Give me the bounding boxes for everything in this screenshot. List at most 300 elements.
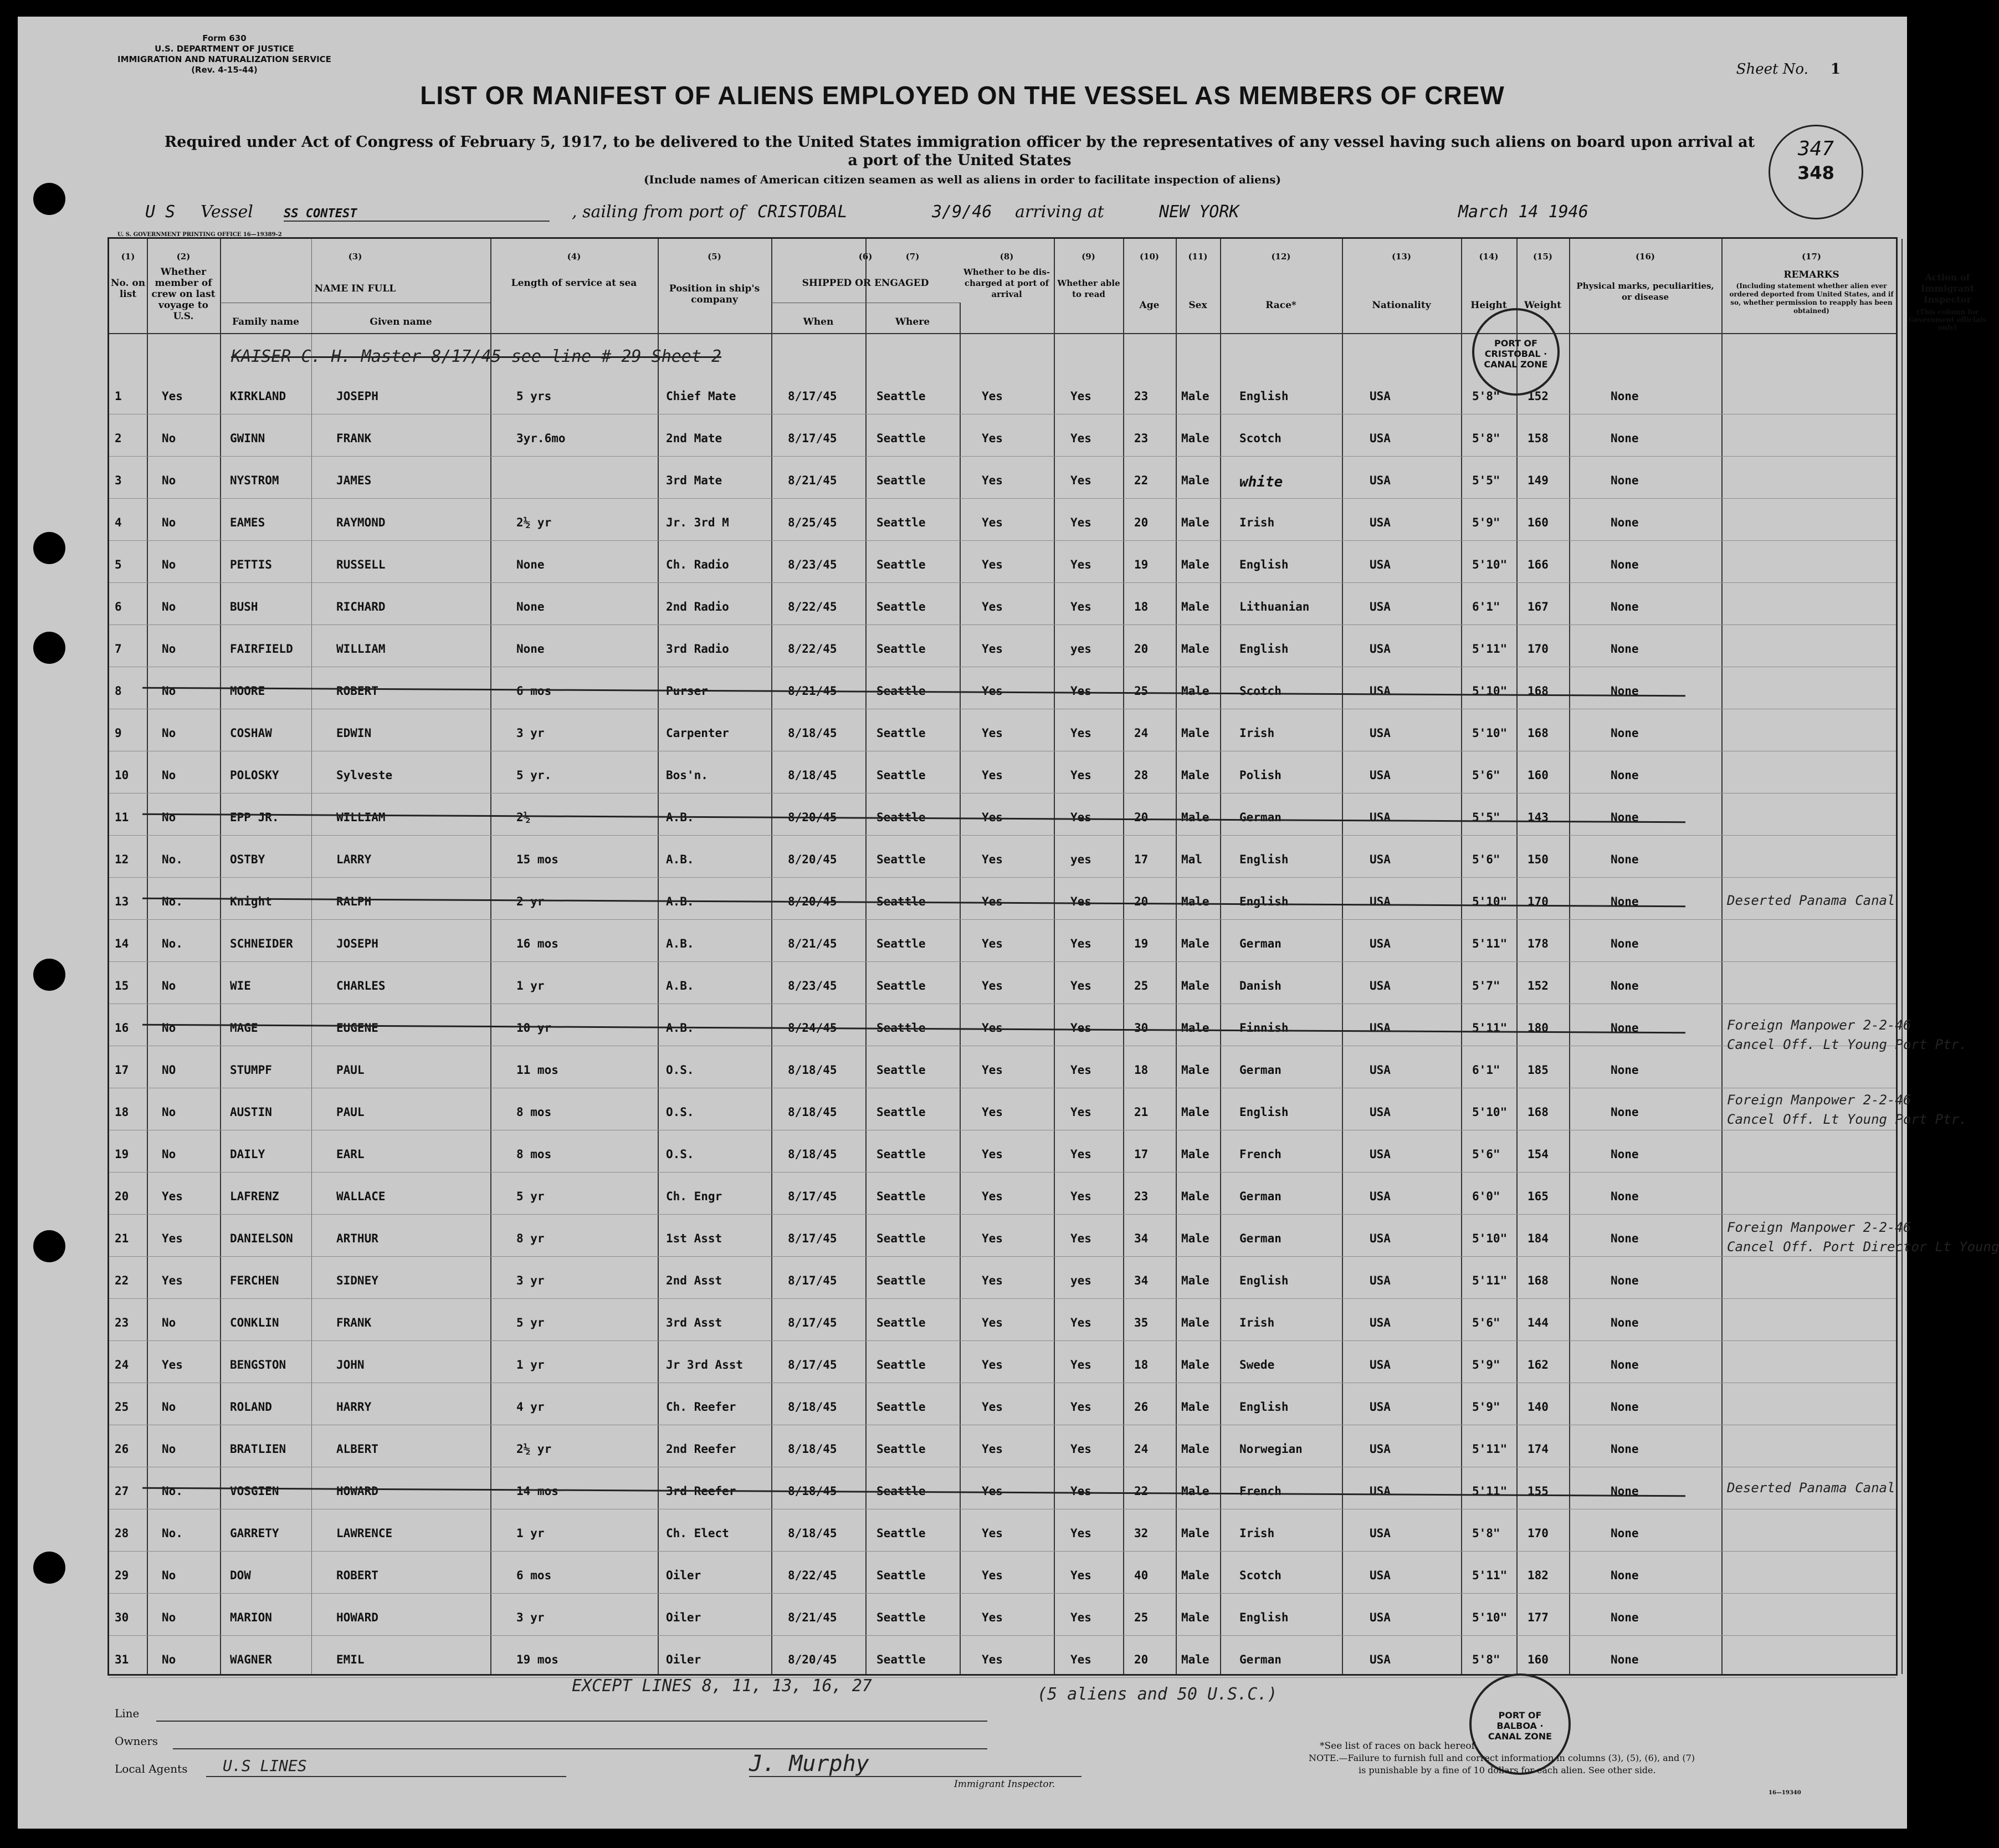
row-number: 21: [115, 1232, 129, 1245]
row-number: 17: [115, 1063, 129, 1077]
race: English: [1239, 853, 1289, 866]
table-row: [109, 756, 1896, 795]
age: 24: [1134, 1442, 1149, 1456]
sheet-number: [1736, 61, 1841, 78]
page-title: LIST OR MANIFEST OF ALIENS EMPLOYED ON THE VESSEL AS MEMBERS OF CREW: [420, 81, 1505, 110]
previous-voyage: No: [162, 726, 176, 740]
race: German: [1239, 1653, 1282, 1666]
given-name: LARRY: [336, 853, 372, 866]
owners-label: Owners: [115, 1734, 158, 1748]
previous-voyage: No: [162, 1653, 176, 1666]
height: 5'11": [1472, 1274, 1508, 1287]
height: 5'5": [1472, 811, 1500, 824]
physical-marks: None: [1611, 895, 1639, 908]
crew-table: [107, 237, 1999, 1676]
physical-marks: None: [1611, 1569, 1639, 1582]
shipped-when: 8/23/45: [788, 558, 837, 571]
nationality: USA: [1370, 1484, 1391, 1498]
row-number: 19: [115, 1148, 129, 1161]
table-row: [109, 504, 1896, 542]
date-to: March 14 1946: [1458, 202, 1588, 222]
position: O.S.: [666, 1105, 694, 1119]
position: O.S.: [666, 1063, 694, 1077]
physical-marks: None: [1611, 1148, 1639, 1161]
header-inspector-note: (This column for Government officials only): [1908, 308, 1987, 331]
header-height: Height: [1470, 300, 1507, 311]
row-number: 1: [115, 390, 122, 403]
sex: Male: [1181, 1316, 1209, 1329]
requirement-text: Required under Act of Congress of February 5, 1917, to be delivered to the United States immigration officer by the representatives of any vessel having such aliens on board upon arrival at a port of the United States: [164, 134, 1755, 169]
race: English: [1239, 1400, 1289, 1414]
sex: Male: [1181, 600, 1209, 613]
height: 5'8": [1472, 432, 1500, 445]
age: 34: [1134, 1232, 1149, 1245]
race: Scotch: [1239, 1569, 1282, 1582]
manifest-page: [18, 17, 1999, 1829]
position: Oiler: [666, 1653, 701, 1666]
row-number: 4: [115, 516, 122, 529]
height: 5'9": [1472, 1358, 1500, 1371]
sex: Male: [1181, 516, 1209, 529]
discharged: Yes: [982, 1190, 1003, 1203]
department: U.S. DEPARTMENT OF JUSTICE: [155, 44, 294, 54]
previous-voyage: No: [162, 432, 176, 445]
age: 22: [1134, 1484, 1149, 1498]
height: 5'8": [1472, 390, 1500, 403]
weight: 143: [1528, 811, 1549, 824]
discharged: Yes: [982, 811, 1003, 824]
revision: (Rev. 4-15-44): [191, 65, 258, 75]
sex: Male: [1181, 1484, 1209, 1498]
given-name: WALLACE: [336, 1190, 386, 1203]
previous-voyage: No: [162, 684, 176, 698]
physical-marks: None: [1611, 600, 1639, 613]
shipped-when: 8/17/45: [788, 1274, 837, 1287]
physical-marks: None: [1611, 979, 1639, 992]
able-to-read: Yes: [1070, 1190, 1091, 1203]
header-no-on-list: No. on list: [110, 278, 146, 300]
nationality: USA: [1370, 1653, 1391, 1666]
weight: 182: [1528, 1569, 1549, 1582]
given-name: ROBERT: [336, 684, 378, 698]
col-num: (10): [1139, 252, 1160, 262]
row-number: 20: [115, 1190, 129, 1203]
given-name: FRANK: [336, 1316, 372, 1329]
height: 5'6": [1472, 769, 1500, 782]
punch-hole: [33, 1552, 65, 1584]
able-to-read: Yes: [1070, 937, 1091, 950]
form-identifier: [117, 33, 331, 75]
service-length: None: [516, 600, 545, 613]
physical-marks: None: [1611, 1063, 1639, 1077]
previous-voyage: Yes: [162, 1274, 183, 1287]
shipped-when: 8/17/45: [788, 432, 837, 445]
row-number: 18: [115, 1105, 129, 1119]
able-to-read: Yes: [1070, 1105, 1091, 1119]
table-row: [109, 1346, 1896, 1385]
port-to: NEW YORK: [1159, 202, 1239, 222]
height: 5'11": [1472, 1569, 1508, 1582]
remark-line-11a: Foreign Manpower 2-2-46: [1727, 1017, 1911, 1033]
previous-voyage: No: [162, 1442, 176, 1456]
sex: Male: [1181, 1400, 1209, 1414]
header-where: Where: [895, 316, 930, 327]
row-number: 15: [115, 979, 129, 992]
row-number: 10: [115, 769, 129, 782]
height: 5'7": [1472, 979, 1500, 992]
able-to-read: Yes: [1070, 1484, 1091, 1498]
height: 5'5": [1472, 474, 1500, 487]
header-previous-voyage: Whether member of crew on last voyage to U.S.: [151, 267, 216, 322]
service-length: 2 yr: [516, 895, 545, 908]
old-page-number: 347: [1797, 137, 1834, 160]
table-row: [109, 546, 1896, 585]
nationality: USA: [1370, 1442, 1391, 1456]
weight: 160: [1528, 1653, 1549, 1666]
family-name: STUMPF: [230, 1063, 272, 1077]
table-row: [109, 1472, 1896, 1511]
given-name: Sylveste: [336, 769, 393, 782]
position: Bos'n.: [666, 769, 708, 782]
able-to-read: Yes: [1070, 1569, 1091, 1582]
discharged: Yes: [982, 937, 1003, 950]
discharged: Yes: [982, 1316, 1003, 1329]
position: 3rd Radio: [666, 642, 729, 656]
weight: 160: [1528, 516, 1549, 529]
shipped-where: Seattle: [877, 516, 926, 529]
shipped-when: 8/18/45: [788, 1148, 837, 1161]
family-name: VOSGIEN: [230, 1484, 279, 1498]
service-length: 1 yr: [516, 979, 545, 992]
position: A.B.: [666, 937, 694, 950]
given-name: JOHN: [336, 1358, 365, 1371]
service-length: 4 yr: [516, 1400, 545, 1414]
inspector-label: Immigrant Inspector.: [954, 1779, 1055, 1790]
previous-voyage: No: [162, 1105, 176, 1119]
age: 21: [1134, 1105, 1149, 1119]
race: Irish: [1239, 1316, 1275, 1329]
weight: 168: [1528, 1274, 1549, 1287]
col-num: (16): [1635, 252, 1655, 262]
physical-marks: None: [1611, 1358, 1639, 1371]
able-to-read: yes: [1070, 642, 1091, 656]
position: 1st Asst: [666, 1232, 722, 1245]
shipped-where: Seattle: [877, 1358, 926, 1371]
shipped-where: Seattle: [877, 1484, 926, 1498]
discharged: Yes: [982, 1232, 1003, 1245]
given-name: ALBERT: [336, 1442, 378, 1456]
family-name: MARION: [230, 1611, 272, 1624]
shipped-where: Seattle: [877, 1316, 926, 1329]
weight: 140: [1528, 1400, 1549, 1414]
shipped-when: 8/17/45: [788, 1358, 837, 1371]
shipped-when: 8/18/45: [788, 1400, 837, 1414]
nationality: USA: [1370, 853, 1391, 866]
nationality: USA: [1370, 516, 1391, 529]
weight: 170: [1528, 1527, 1549, 1540]
position: Jr 3rd Asst: [666, 1358, 744, 1371]
service-length: 1 yr: [516, 1527, 545, 1540]
given-name: RAYMOND: [336, 516, 386, 529]
col-num: (9): [1081, 252, 1095, 262]
race: German: [1239, 937, 1282, 950]
race: Irish: [1239, 516, 1275, 529]
able-to-read: yes: [1070, 1274, 1091, 1287]
position: A.B.: [666, 979, 694, 992]
height: 5'10": [1472, 895, 1508, 908]
discharged: Yes: [982, 390, 1003, 403]
service-length: 11 mos: [516, 1063, 558, 1077]
height: 5'8": [1472, 1527, 1500, 1540]
height: 5'11": [1472, 937, 1508, 950]
family-name: PETTIS: [230, 558, 272, 571]
height: 5'10": [1472, 1105, 1508, 1119]
header-service-length: Length of service at sea: [511, 278, 637, 289]
given-name: SIDNEY: [336, 1274, 378, 1287]
row-number: 26: [115, 1442, 129, 1456]
nationality: USA: [1370, 684, 1391, 698]
weight: 174: [1528, 1442, 1549, 1456]
age: 24: [1134, 726, 1149, 740]
age: 18: [1134, 1063, 1149, 1077]
sailing-label: , sailing from port of: [572, 202, 746, 222]
physical-marks: None: [1611, 1190, 1639, 1203]
shipped-when: 8/22/45: [788, 642, 837, 656]
col-num: (1): [121, 252, 135, 262]
family-name: MOORE: [230, 684, 265, 698]
weight: 184: [1528, 1232, 1549, 1245]
shipped-where: Seattle: [877, 600, 926, 613]
service-length: 5 yr.: [516, 769, 552, 782]
service-length: 2½: [516, 811, 531, 824]
previous-voyage: No: [162, 600, 176, 613]
position: 3rd Mate: [666, 474, 722, 487]
new-page-number: 348: [1797, 162, 1834, 183]
race: Norwegian: [1239, 1442, 1303, 1456]
height: 5'6": [1472, 1316, 1500, 1329]
nationality: USA: [1370, 769, 1391, 782]
service-length: 16 mos: [516, 937, 558, 950]
table-row: [109, 1178, 1896, 1216]
given-name: JAMES: [336, 474, 372, 487]
shipped-when: 8/17/45: [788, 1190, 837, 1203]
shipped-when: 8/20/45: [788, 853, 837, 866]
discharged: Yes: [982, 558, 1003, 571]
sheet-label: Sheet No.: [1736, 61, 1808, 78]
race: Scotch: [1239, 684, 1282, 698]
position: 3rd Reefer: [666, 1484, 736, 1498]
previous-voyage: Yes: [162, 1358, 183, 1371]
nationality: USA: [1370, 642, 1391, 656]
shipped-where: Seattle: [877, 1190, 926, 1203]
previous-voyage: Yes: [162, 390, 183, 403]
header-family-name: Family name: [232, 316, 300, 327]
previous-voyage: No.: [162, 1484, 183, 1498]
shipped-where: Seattle: [877, 1611, 926, 1624]
discharged: Yes: [982, 1611, 1003, 1624]
table-row: [109, 798, 1896, 837]
weight: 177: [1528, 1611, 1549, 1624]
sex: Male: [1181, 769, 1209, 782]
race: English: [1239, 1274, 1289, 1287]
table-row: [109, 377, 1896, 416]
given-name: WILLIAM: [336, 811, 386, 824]
physical-marks: None: [1611, 432, 1639, 445]
line-label: Line: [115, 1707, 140, 1720]
agents-label: Local Agents: [115, 1762, 188, 1775]
given-name: PAUL: [336, 1063, 365, 1077]
shipped-where: Seattle: [877, 937, 926, 950]
shipped-when: 8/18/45: [788, 1484, 837, 1498]
previous-voyage: No: [162, 1400, 176, 1414]
header-when: When: [803, 316, 834, 327]
weight: 170: [1528, 895, 1549, 908]
physical-marks: None: [1611, 1611, 1639, 1624]
position: 2nd Asst: [666, 1274, 722, 1287]
race: English: [1239, 1611, 1289, 1624]
race: German: [1239, 1063, 1282, 1077]
shipped-when: 8/20/45: [788, 895, 837, 908]
table-row: [109, 967, 1896, 1006]
col-num: (11): [1188, 252, 1208, 262]
discharged: Yes: [982, 516, 1003, 529]
remark-line-13b: Cancel Off. Lt Young Port Ptr.: [1727, 1112, 1967, 1127]
nationality: USA: [1370, 979, 1391, 992]
port-stamp-balboa: PORT OF BALBOA · CANAL ZONE: [1469, 1673, 1571, 1775]
weight: 167: [1528, 600, 1549, 613]
discharged: Yes: [982, 1358, 1003, 1371]
sex: Male: [1181, 811, 1209, 824]
col-num: (4): [567, 252, 581, 262]
service-length: 14 mos: [516, 1484, 558, 1498]
physical-marks: None: [1611, 684, 1639, 698]
service-length: 5 yr: [516, 1316, 545, 1329]
sex: Male: [1181, 1021, 1209, 1035]
previous-voyage: No: [162, 1148, 176, 1161]
shipped-when: 8/21/45: [788, 684, 837, 698]
service-length: 8 mos: [516, 1105, 552, 1119]
header-remarks-note: (Including statement whether alien ever ordered deported from United States, and if so, whether permission to reapply has been obtained): [1729, 282, 1894, 315]
service-length: 3 yr: [516, 1611, 545, 1624]
previous-voyage: No.: [162, 1527, 183, 1540]
shipped-when: 8/17/45: [788, 390, 837, 403]
shipped-when: 8/25/45: [788, 516, 837, 529]
sex: Male: [1181, 1569, 1209, 1582]
family-name: NYSTROM: [230, 474, 279, 487]
nationality: USA: [1370, 1105, 1391, 1119]
shipped-when: 8/18/45: [788, 769, 837, 782]
discharged: Yes: [982, 1021, 1003, 1035]
able-to-read: Yes: [1070, 1527, 1091, 1540]
sex: Male: [1181, 1527, 1209, 1540]
position: Oiler: [666, 1611, 701, 1624]
sex: Male: [1181, 1274, 1209, 1287]
family-name: BUSH: [230, 600, 258, 613]
family-name: FERCHEN: [230, 1274, 279, 1287]
age: 17: [1134, 1148, 1149, 1161]
position: A.B.: [666, 895, 694, 908]
height: 5'11": [1472, 1021, 1508, 1035]
shipped-where: Seattle: [877, 1274, 926, 1287]
able-to-read: Yes: [1070, 811, 1091, 824]
service-length: 10 yr: [516, 1021, 552, 1035]
row-number: 28: [115, 1527, 129, 1540]
table-row: [109, 462, 1896, 500]
shipped-when: 8/18/45: [788, 726, 837, 740]
row-number: 9: [115, 726, 122, 740]
given-name: FRANK: [336, 432, 372, 445]
weight: 152: [1528, 390, 1549, 403]
discharged: Yes: [982, 1653, 1003, 1666]
col-num: (7): [905, 252, 920, 262]
family-name: SCHNEIDER: [230, 937, 293, 950]
shipped-where: Seattle: [877, 1021, 926, 1035]
row-number: 31: [115, 1653, 129, 1666]
table-row: [109, 1009, 1896, 1048]
service-length: None: [516, 558, 545, 571]
race: English: [1239, 895, 1289, 908]
previous-voyage: No: [162, 474, 176, 487]
weight: 158: [1528, 432, 1549, 445]
able-to-read: Yes: [1070, 684, 1091, 698]
service-length: 3yr.6mo: [516, 432, 566, 445]
discharged: Yes: [982, 684, 1003, 698]
shipped-where: Seattle: [877, 474, 926, 487]
position: A.B.: [666, 853, 694, 866]
height: 5'10": [1472, 558, 1508, 571]
previous-voyage: Yes: [162, 1232, 183, 1245]
race: German: [1239, 811, 1282, 824]
position: Carpenter: [666, 726, 729, 740]
given-name: RALPH: [336, 895, 372, 908]
port-from: CRISTOBAL: [757, 202, 848, 222]
header-given-name: Given name: [370, 316, 432, 327]
row-number: 6: [115, 600, 122, 613]
sex: Male: [1181, 474, 1209, 487]
position: 3rd Asst: [666, 1316, 722, 1329]
height: 5'10": [1472, 726, 1508, 740]
shipped-where: Seattle: [877, 1105, 926, 1119]
race: English: [1239, 642, 1289, 656]
discharged: Yes: [982, 1569, 1003, 1582]
service-length: 3 yr: [516, 726, 545, 740]
given-name: HOWARD: [336, 1484, 378, 1498]
discharged: Yes: [982, 432, 1003, 445]
position: Jr. 3rd M: [666, 516, 729, 529]
shipped-where: Seattle: [877, 432, 926, 445]
age: 20: [1134, 516, 1149, 529]
shipped-where: Seattle: [877, 979, 926, 992]
family-name: BRATLIEN: [230, 1442, 286, 1456]
position: Ch. Radio: [666, 558, 729, 571]
physical-marks: None: [1611, 1653, 1639, 1666]
discharged: Yes: [982, 474, 1003, 487]
row-number: 14: [115, 937, 129, 950]
shipped-where: Seattle: [877, 1527, 926, 1540]
sex: Male: [1181, 1148, 1209, 1161]
header-remarks: REMARKS: [1783, 269, 1839, 280]
sex: Male: [1181, 432, 1209, 445]
physical-marks: None: [1611, 1021, 1639, 1035]
service-length: 15 mos: [516, 853, 558, 866]
weight: 168: [1528, 726, 1549, 740]
physical-marks: None: [1611, 1527, 1639, 1540]
sheet-value: 1: [1830, 61, 1841, 78]
nationality: USA: [1370, 1232, 1391, 1245]
col-num: (6): [858, 252, 873, 262]
row-number: 25: [115, 1400, 129, 1414]
race: Irish: [1239, 1527, 1275, 1540]
